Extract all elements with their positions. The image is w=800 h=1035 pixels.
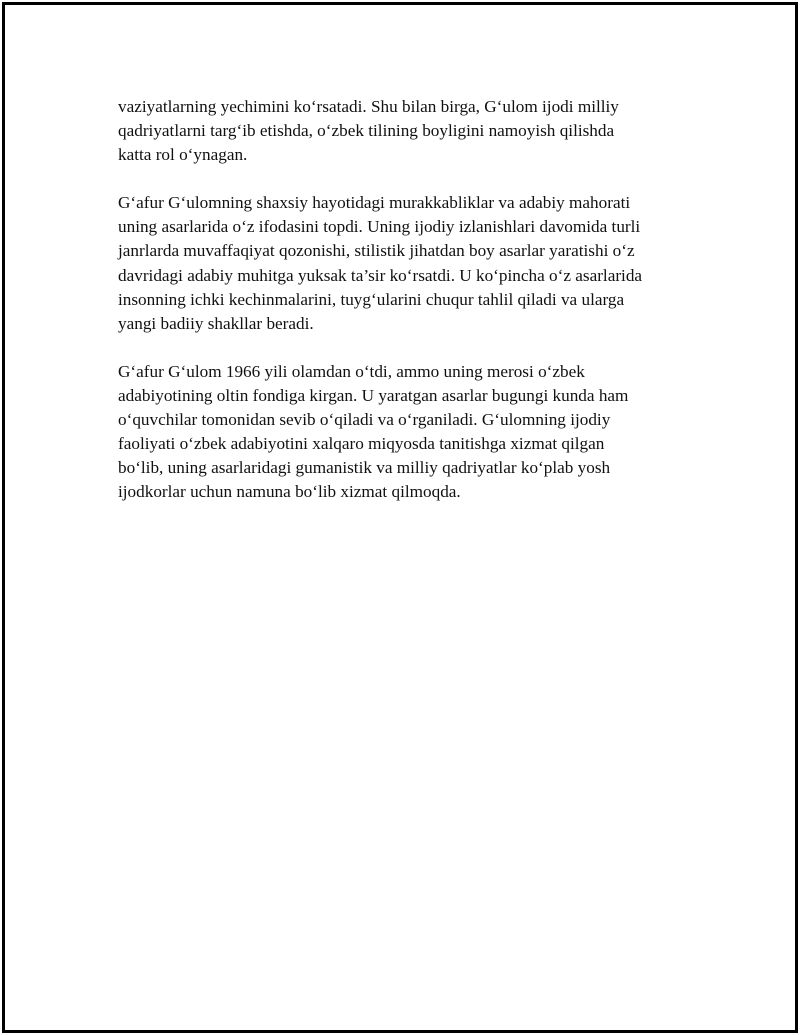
paragraph-line: uning asarlarida o‘z ifodasini topdi. Uning ijodiy izlanishlari davomida turli [118,217,641,237]
paragraph-line: yangi badiiy shakllar beradi. [118,313,314,333]
paragraph-line: o‘quvchilar tomonidan sevib o‘qiladi va o‘rganiladi. G‘ulomning ijodiy [118,410,611,430]
paragraph-3 [118,360,708,505]
paragraph-1 [118,95,708,167]
paragraph-line: adabiyotining oltin fondiga kirgan. U yaratgan asarlar bugungi kunda ham [118,385,629,405]
paragraph-line: bo‘lib, uning asarlaridagi gumanistik va milliy qadriyatlar ko‘plab yosh [118,458,611,478]
paragraph-line: davridagi adabiy muhitga yuksak ta’sir ko‘rsatdi. U ko‘pincha o‘z asarlarida [118,265,643,285]
paragraph-line: katta rol o‘ynagan. [118,145,248,165]
paragraph-line: G‘afur G‘ulomning shaxsiy hayotidagi murakkabliklar va adabiy mahorati [118,193,631,213]
paragraph-line: ijodkorlar uchun namuna bo‘lib xizmat qilmoqda. [118,482,461,502]
paragraph-line: vaziyatlarning yechimini ko‘rsatadi. Shu bilan birga, G‘ulom ijodi milliy [118,97,619,116]
paragraph-line: insonning ichki kechinmalarini, tuyg‘ularini chuqur tahlil qiladi va ularga [118,289,625,309]
paragraph-line: faoliyati o‘zbek adabiyotini xalqaro miqyosda tanitishga xizmat qilgan [118,434,605,454]
paragraph-line: qadriyatlarni targ‘ib etishda, o‘zbek tilining boyligini namoyish qilishda [118,121,615,141]
paragraph-line: janrlarda muvaffaqiyat qozonishi, stilistik jihatdan boy asarlar yaratishi o‘z [118,241,635,261]
paragraph-2 [118,191,708,336]
document-body [118,95,708,528]
document-page [2,2,798,1033]
paragraph-line: G‘afur G‘ulom 1966 yili olamdan o‘tdi, ammo uning merosi o‘zbek [118,361,585,381]
